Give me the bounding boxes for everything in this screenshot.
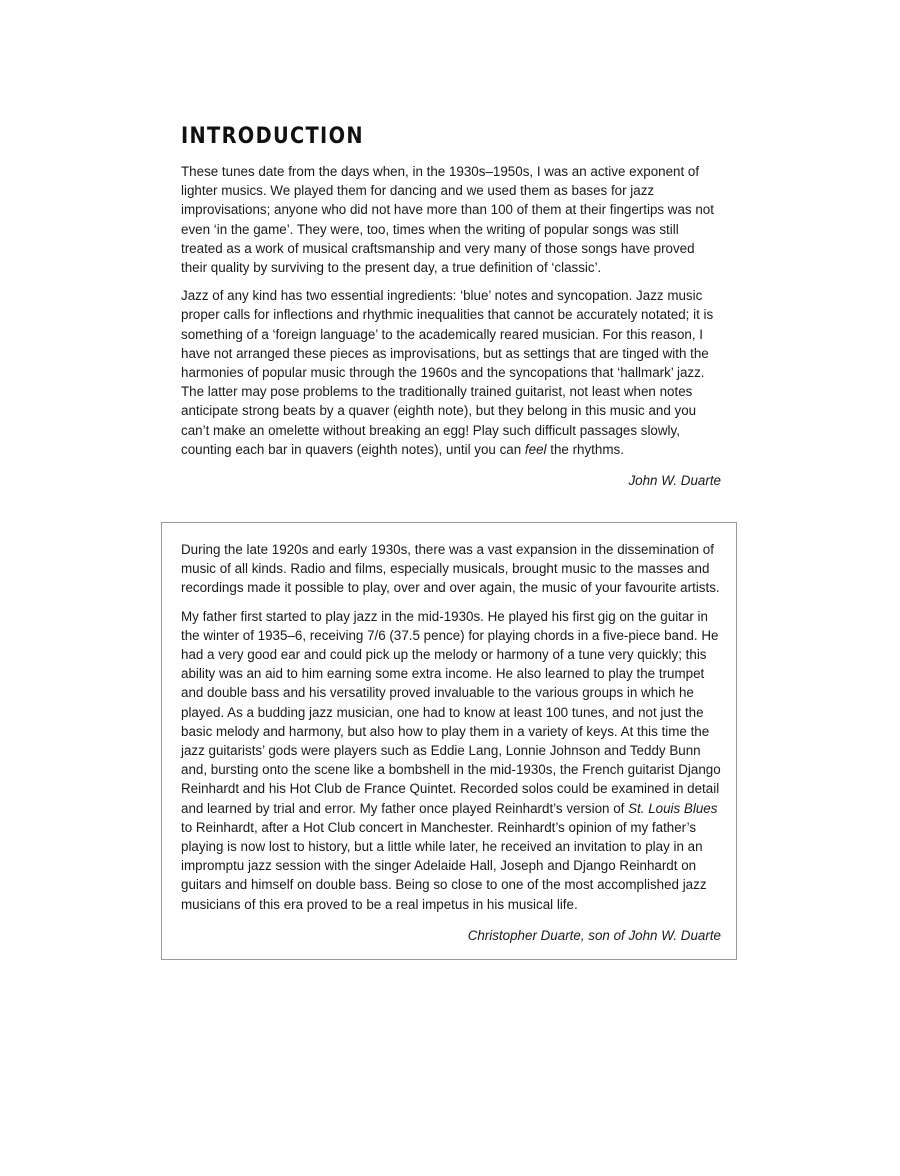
boxed-note — [161, 522, 737, 960]
introduction-text — [181, 162, 721, 499]
intro-paragraph-1: These tunes date from the days when, in the 1930s–1950s, I was an active exponent of lighter musics. We played them for dancing and we used them as bases for jazz improvisations; anyone who did not have more than 100 of them at their fingertips was not even ‘in the game’. They were, too, times when the writing of popular songs was still treated as a work of musical craftsmanship and very many of those songs have proved their quality by surviving to the present day, a true definition of ‘classic’. — [181, 164, 714, 276]
boxed-note-content — [181, 540, 721, 954]
intro-paragraph-2-end: the rhythms. — [546, 441, 624, 457]
intro-paragraph-2 — [181, 286, 721, 459]
intro-paragraph-2-emphasis: feel — [524, 441, 547, 457]
box-paragraph-1: During the late 1920s and early 1930s, there was a vast expansion in the dissemination of music of all kinds. Radio and films, especially musicals, brought music to the masses and recordings made it possible to play, over and over again, the music of your favourite artists. — [181, 542, 720, 596]
intro-signature: John W. Duarte — [628, 473, 721, 489]
box-paragraph-2-text: My father first started to play jazz in the mid-1930s. He played his first gig on the guitar in the winter of 1935–6, receiving 7/6 (37.5 pence) for playing chords in a five-piece band. He had a very good ear and could pick up the melody or harmony of a tune very quickly; this ability was an aid to him earning some extra income. He also learned to play the trumpet and double bass and his versatility proved invaluable to the various groups in which he played. As a budding jazz musician, one had to know at least 100 tunes, and not just the basic melody and harmony, but also how to play them in a variety of keys. At this time the jazz guitarists’ gods were players such as Eddie Lang, Lonnie Johnson and Teddy Bunn and, bursting onto the scene like a bombshell in the mid-1930s, the French guitarist Django Reinhardt and his Hot Club de France Quintet. Recorded solos could be examined in detail and learned by trial and error. My father once played Reinhardt’s version of — [181, 608, 721, 816]
box-signature: Christopher Duarte, son of John W. Duarte — [467, 927, 721, 943]
intro-paragraph-2-text: Jazz of any kind has two essential ingredients: ‘blue’ notes and syncopation. Jazz music proper calls for inflections and rhythmic inequalities that cannot be accurately notated; it is something of a ‘foreign language’ to the academically reared musician. For this reason, I have not arranged these pieces as improvisations, but as settings that are tinged with the harmonies of popular music through the 1960s and the syncopations that ‘hallmark’ jazz. The latter may pose problems to the traditionally trained guitarist, not least when notes anticipate strong beats by a quaver (eighth note), but they belong in this music and you can’t make an omelette without breaking an egg! Play such difficult passages slowly, counting each bar in quavers (eighth notes), until you can — [181, 288, 714, 457]
box-paragraph-2-end: to Reinhardt, after a Hot Club concert in Manchester. Reinhardt’s opinion of my father’s playing is now lost to history, but a little while later, he received an invitation to play in an impromptu jazz session with the singer Adelaide Hall, Joseph and Django Reinhardt on guitars and himself on double bass. Being so close to one of the most accomplished jazz musicians of this era proved to be a real impetus in his musical life. — [181, 819, 707, 912]
box-paragraph-2 — [181, 607, 721, 914]
page-title: INTRODUCTION — [181, 124, 364, 149]
box-paragraph-2-song-title: St. Louis Blues — [628, 800, 718, 816]
